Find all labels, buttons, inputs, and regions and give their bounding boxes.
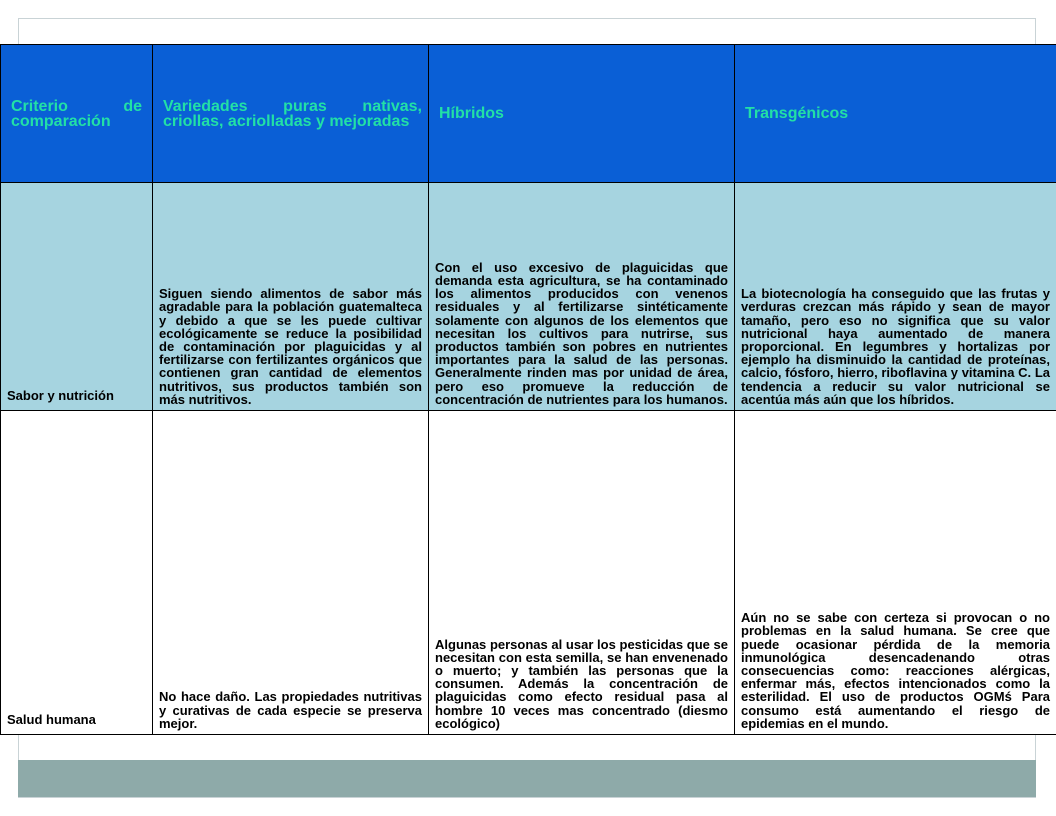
cell-variedades-salud: No hace daño. Las propiedades nutritivas y curativas de cada especie se preserva mejor. <box>153 411 429 735</box>
row-criterion-salud-humana: Salud humana <box>1 411 153 735</box>
row-criterion-sabor-nutricion: Sabor y nutrición <box>1 183 153 411</box>
cell-hibridos-sabor: Con el uso excesivo de plaguicidas que demanda esta agricultura, se ha contaminado los alimentos producidos con venenos residuales y al fertilizarse sintéticamente solamente con algunos de los elementos que necesitan los cultivos para nutrirse, sus productos también son pobres en nutrientes importantes para la salud de las personas. Generalmente rinden mas por unidad de área, pero eso promueve la reducción de concentración de nutrientes para los humanos. <box>429 183 735 411</box>
table-row <box>1 411 1056 735</box>
table-row <box>1 183 1056 411</box>
cell-hibridos-salud: Algunas personas al usar los pesticidas que se necesitan con esta semilla, se han envenenado o muerto; y también las personas que la consumen. Además la concentración de plaguicidas como efecto residual pasa al hombre 10 veces mas concentrado (diesmo ecológico) <box>429 411 735 735</box>
comparison-table <box>0 44 1056 735</box>
header-criterio: Criterio de comparación <box>1 45 153 183</box>
cell-variedades-sabor: Siguen siendo alimentos de sabor más agradable para la población guatemalteca y debido a que se les puede cultivar ecológicamente se reduce la posibilidad de contaminación por plaguicidas y al fertilizarse con fertilizantes orgánicos que contienen gran cantidad de elementos nutritivos, sus productos también son más nutritivos. <box>153 183 429 411</box>
table-header-row <box>1 45 1056 183</box>
footer-bar <box>18 760 1036 797</box>
cell-transgenicos-sabor: La biotecnología ha conseguido que las frutas y verduras crezcan más rápido y sean de mayor tamaño, pero eso no significa que su valor nutricional haya aumentado de manera proporcional. En legumbres y hortalizas por ejemplo ha disminuido la cantidad de proteínas, calcio, fósforo, hierro, riboflavina y vitamina C. La tendencia a reducir su valor nutricional se acentúa más aún que los híbridos. <box>735 183 1056 411</box>
header-transgenicos: Transgénicos <box>735 45 1056 183</box>
header-variedades: Variedades puras nativas, criollas, acriolladas y mejoradas <box>153 45 429 183</box>
header-hibridos: Híbridos <box>429 45 735 183</box>
cell-transgenicos-salud: Aún no se sabe con certeza si provocan o no problemas en la salud humana. Se cree que puede ocasionar pérdida de la memoria inmunológica desencadenando otras consecuencias como: reacciones alérgicas, enfermar más, efectos intencionados como la esterilidad. El uso de productos OGMś Para consumo está aumentando el riesgo de epidemias en el mundo. <box>735 411 1056 735</box>
